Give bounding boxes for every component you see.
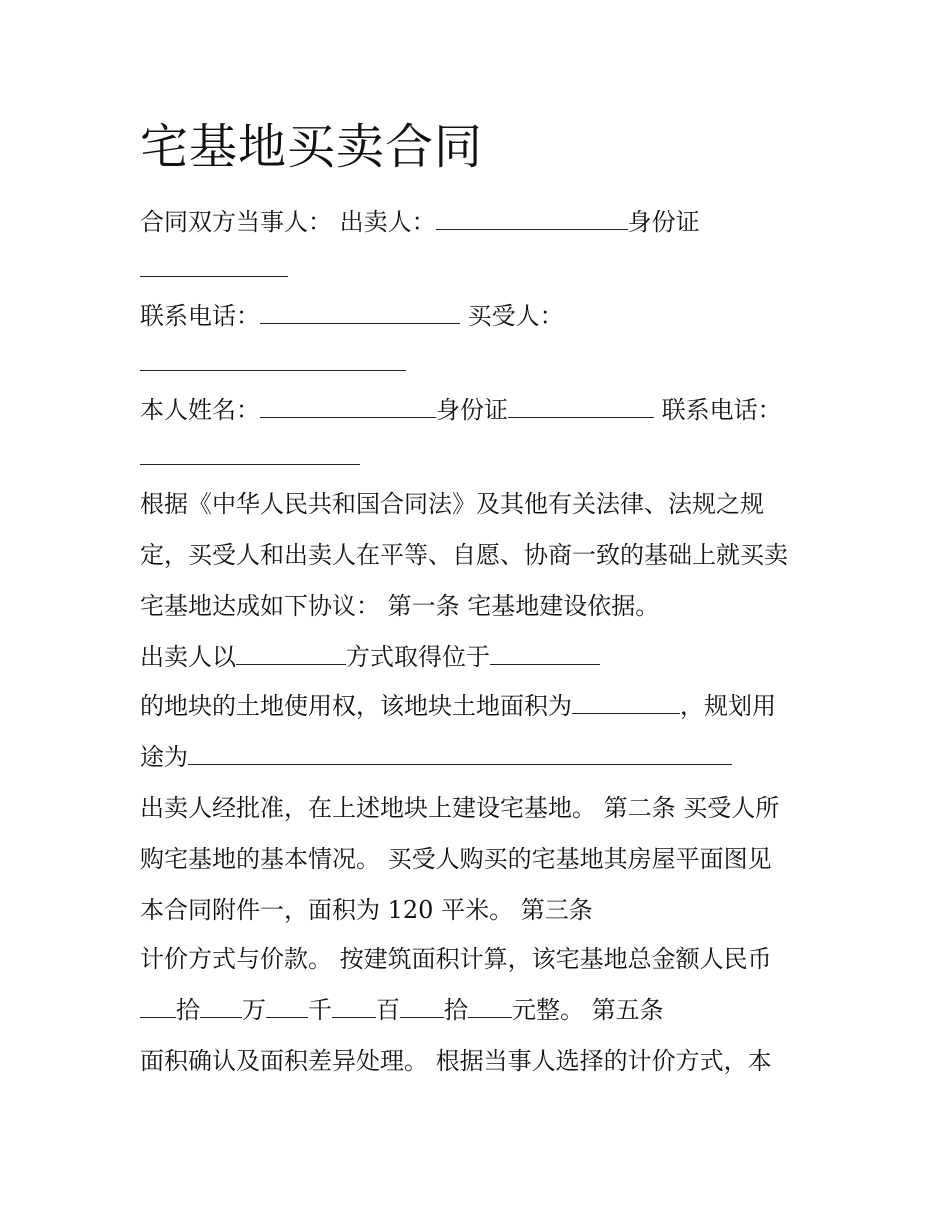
body-text: ，规划用	[680, 692, 776, 720]
seller-label: 出卖人：	[339, 208, 436, 236]
amount-unit: 元整。 第五条	[512, 996, 664, 1024]
line-buyer-phone-blank	[140, 440, 360, 474]
location-blank[interactable]	[490, 644, 600, 665]
amount-blank[interactable]	[266, 997, 308, 1018]
amount-blank[interactable]	[468, 997, 512, 1018]
body-line: 根据《中华人民共和国合同法》及其他有关法律、法规之规	[140, 490, 764, 518]
amount-unit: 万	[242, 996, 266, 1024]
amount-blank[interactable]	[332, 997, 376, 1018]
line-parties-seller	[140, 205, 700, 239]
buyer-person-name-blank[interactable]	[260, 397, 436, 418]
line-amount	[140, 993, 664, 1027]
line-acquisition	[140, 640, 600, 674]
seller-name-blank[interactable]	[436, 209, 628, 230]
body-line: 购宅基地的基本情况。 买受人购买的宅基地其房屋平面图见	[140, 845, 772, 873]
body-line: 计价方式与价款。 按建筑面积计算，该宅基地总金额人民币	[140, 945, 772, 973]
buyer-name-blank[interactable]	[140, 350, 406, 371]
land-area-blank[interactable]	[572, 693, 680, 714]
amount-unit: 百	[376, 996, 400, 1024]
buyer-label: 买受人：	[467, 302, 564, 330]
body-line: 定，买受人和出卖人在平等、自愿、协商一致的基础上就买卖	[140, 541, 788, 569]
body-text: 出卖人以	[140, 643, 236, 671]
body-text: 途为	[140, 743, 188, 771]
buyer-id-blank[interactable]	[508, 397, 654, 418]
line-seller-id-blank	[140, 252, 288, 286]
buyer-phone-label: 联系电话：	[661, 396, 782, 424]
buyer-name-label: 本人姓名：	[140, 396, 260, 424]
body-line: 面积确认及面积差异处理。 根据当事人选择的计价方式，本	[140, 1047, 772, 1075]
seller-phone-blank[interactable]	[260, 303, 460, 324]
line-land-area	[140, 689, 776, 723]
seller-id-label: 身份证	[627, 208, 700, 236]
line-planned-use	[140, 740, 732, 774]
acquisition-method-blank[interactable]	[236, 644, 346, 665]
body-text: 的地块的土地使用权，该地块土地面积为	[140, 692, 572, 720]
buyer-phone-blank[interactable]	[140, 444, 360, 465]
amount-unit: 千	[308, 996, 332, 1024]
buyer-id-label: 身份证	[436, 396, 508, 424]
body-text: 方式取得位于	[346, 643, 490, 671]
body-line: 出卖人经批准，在上述地块上建设宅基地。 第二条 买受人所	[140, 794, 780, 822]
document-title: 宅基地买卖合同	[140, 119, 484, 175]
planned-use-blank[interactable]	[188, 744, 732, 765]
parties-header: 合同双方当事人：	[140, 208, 332, 236]
amount-unit: 拾	[444, 996, 468, 1024]
amount-blank[interactable]	[200, 997, 242, 1018]
amount-blank[interactable]	[400, 997, 444, 1018]
line-buyer-info	[140, 393, 782, 427]
body-line: 宅基地达成如下协议： 第一条 宅基地建设依据。	[140, 592, 660, 620]
amount-blank[interactable]	[140, 997, 176, 1018]
seller-id-blank[interactable]	[140, 256, 288, 277]
line-seller-phone	[140, 299, 564, 333]
body-line: 本合同附件一，面积为 120 平米。 第三条	[140, 896, 593, 924]
amount-unit: 拾	[176, 996, 200, 1024]
seller-phone-label: 联系电话：	[140, 302, 260, 330]
line-buyer-blank	[140, 346, 406, 380]
